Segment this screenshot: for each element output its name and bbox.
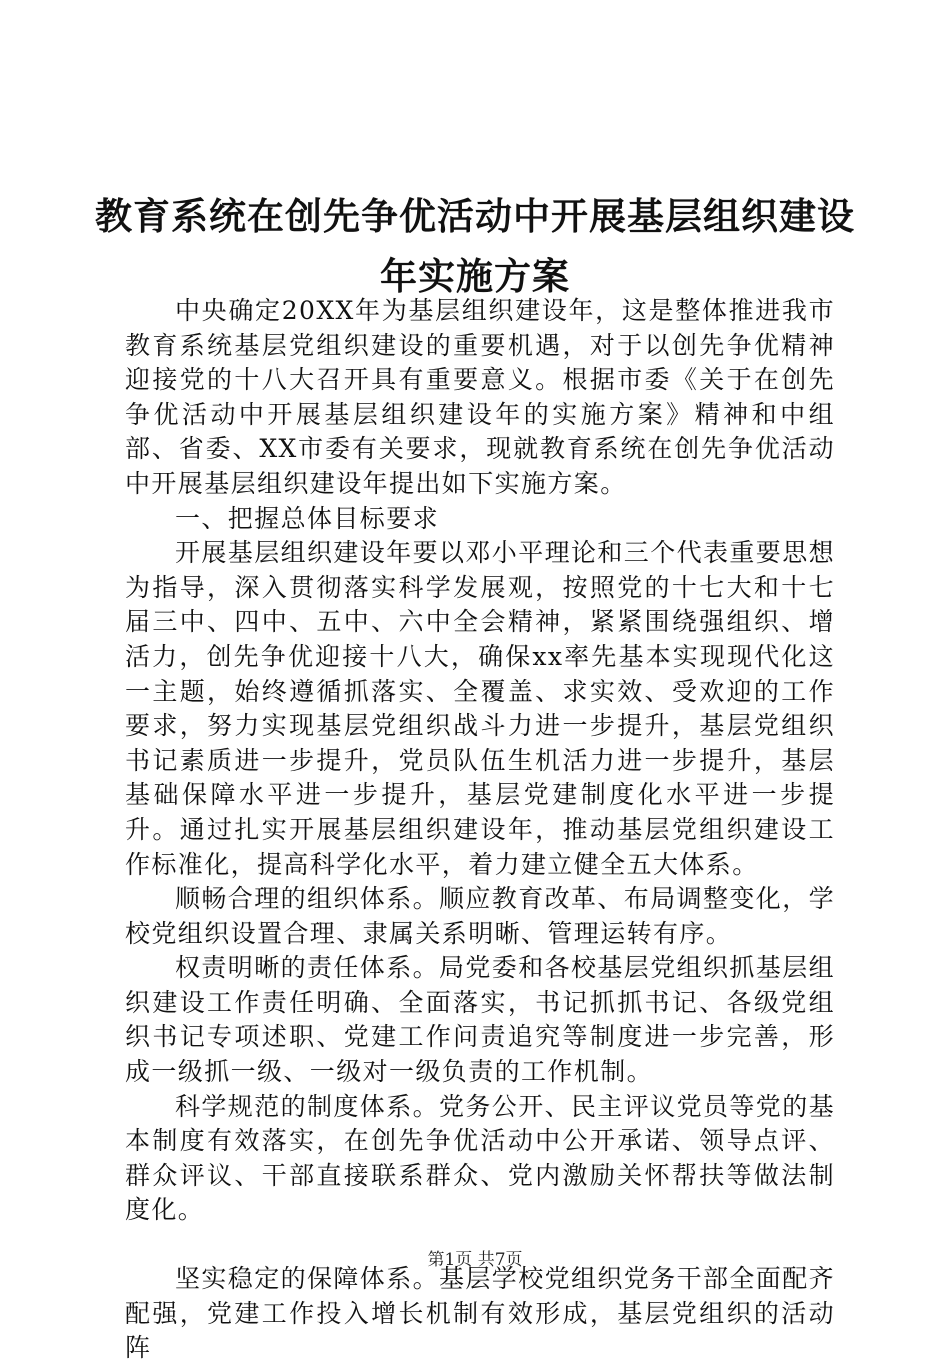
paragraph-responsibility-system: 权责明晰的责任体系。局党委和各校基层党组织抓基层组织建设工作责任明确、全面落实，书记抓抓书记、各级党组织书记专项述职、党建工作问责追究等制度进一步完善，形成一级抓一级、一级对一级负责的工作机制。 [125,953,836,1087]
page-number-footer: 第1页 共7页 [427,1250,523,1270]
document-title-line-1: 教育系统在创先争优活动中开展基层组织建设 [95,194,855,238]
paragraph-organization-system: 顺畅合理的组织体系。顺应教育改革、布局调整变化，学校党组织设置合理、隶属关系明晰、管理运转有序。 [125,884,836,948]
document-title-line-2: 年实施方案 [380,254,570,298]
paragraph-intro: 中央确定20XX年为基层组织建设年，这是整体推进我市教育系统基层党组织建设的重要机遇，对于以创先争优精神迎接党的十八大召开具有重要意义。根据市委《关于在创先争优活动中开展基层组织建设年的实施方案》精神和中组部、省委、XX市委有关要求，现就教育系统在创先争优活动中开展基层组织建设年提出如下实施方案。 [125,296,835,498]
paragraph-support-system: 坚实稳定的保障体系。基层学校党组织党务干部全面配齐配强，党建工作投入增长机制有效形成，基层党组织的活动阵 [125,1264,836,1363]
paragraph-goals: 开展基层组织建设年要以邓小平理论和三个代表重要思想为指导，深入贯彻落实科学发展观，按照党的十七大和十七届三中、四中、五中、六中全会精神，紧紧围绕强组织、增活力，创先争优迎接十八大，确保xx率先基本实现现代化这一主题，始终遵循抓落实、全覆盖、求实效、受欢迎的工作要求，努力实现基层党组织战斗力进一步提升，基层党组织书记素质进一步提升，党员队伍生机活力进一步提升，基层基础保障水平进一步提升，基层党建制度化水平进一步提升。通过扎实开展基层组织建设年，推动基层党组织建设工作标准化，提高科学化水平，着力建立健全五大体系。 [125,538,836,879]
document-body [125,294,835,1366]
paragraph-institution-system: 科学规范的制度体系。党务公开、民主评议党员等党的基本制度有效落实，在创先争优活动中公开承诺、领导点评、群众评议、干部直接联系群众、党内激励关怀帮扶等做法制度化。 [125,1091,836,1225]
section-heading-1: 一、把握总体目标要求 [175,503,440,533]
